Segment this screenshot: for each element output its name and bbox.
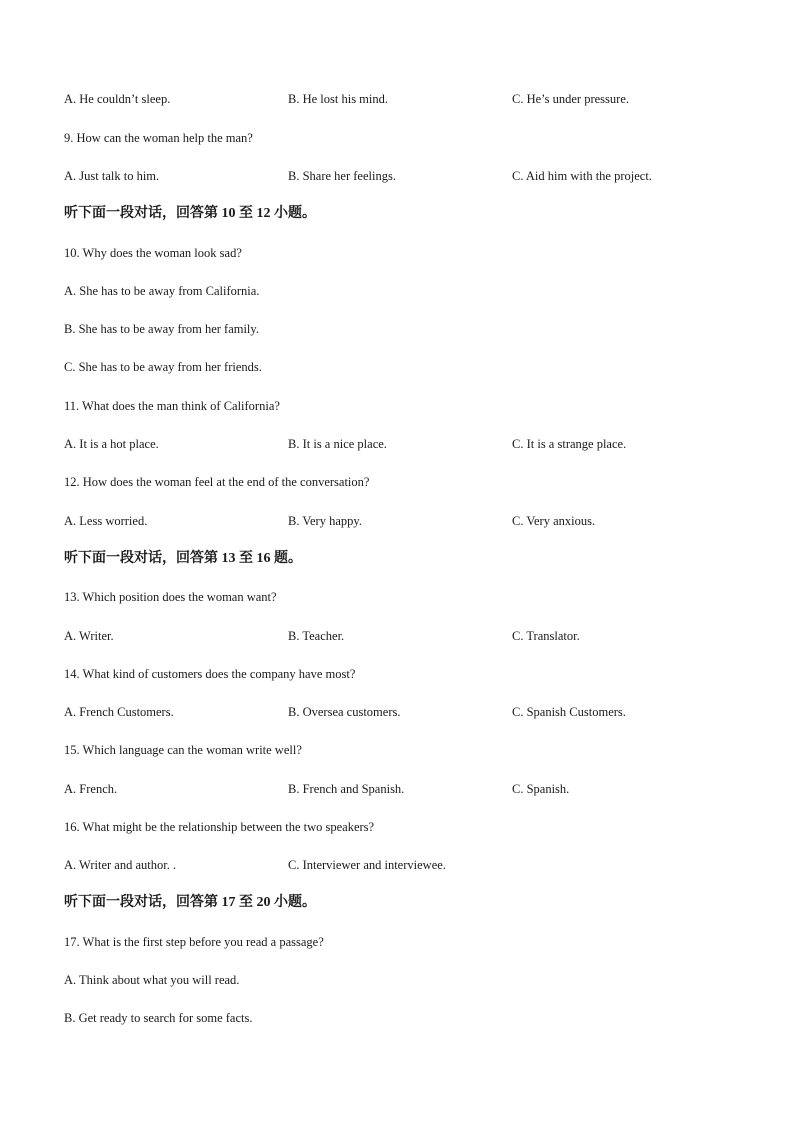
q12-option-c: C. Very anxious. — [512, 514, 596, 528]
q8-option-b: B. He lost his mind. — [288, 92, 389, 106]
q9-option-b: B. Share her feelings. — [288, 169, 396, 183]
q14-option-a: A. French Customers. — [64, 705, 174, 719]
section-header-13-16: 听下面一段对话，回答第 13 至 16 题。 — [64, 551, 302, 566]
q10-option-b: B. She has to be away from her family. — [64, 322, 259, 336]
q8-option-c: C. He’s under pressure. — [512, 92, 629, 106]
q9-stem: 9. How can the woman help the man? — [64, 131, 253, 145]
q8-option-a: A. He couldn’t sleep. — [64, 92, 171, 106]
q10-option-a: A. She has to be away from California. — [64, 284, 260, 298]
q14-option-c: C. Spanish Customers. — [512, 705, 626, 719]
q9-option-c: C. Aid him with the project. — [512, 169, 652, 183]
q10-option-c: C. She has to be away from her friends. — [64, 360, 262, 374]
q17-option-b: B. Get ready to search for some facts. — [64, 1011, 253, 1025]
q11-option-c: C. It is a strange place. — [512, 437, 627, 451]
q13-option-c: C. Translator. — [512, 629, 580, 643]
q16-option-a: A. Writer and author. . — [64, 858, 177, 872]
q14-stem: 14. What kind of customers does the company have most? — [64, 667, 356, 681]
q13-option-b: B. Teacher. — [288, 629, 345, 643]
q11-option-a: A. It is a hot place. — [64, 437, 159, 451]
q11-stem: 11. What does the man think of California? — [64, 399, 280, 413]
q17-stem: 17. What is the first step before you read a passage? — [64, 935, 324, 949]
q13-stem: 13. Which position does the woman want? — [64, 590, 277, 604]
q17-option-a: A. Think about what you will read. — [64, 973, 240, 987]
q11-option-b: B. It is a nice place. — [288, 437, 387, 451]
q15-option-a: A. French. — [64, 782, 118, 796]
q15-stem: 15. Which language can the woman write well? — [64, 743, 302, 757]
section-header-10-12: 听下面一段对话，回答第 10 至 12 小题。 — [64, 206, 316, 221]
section-header-17-20: 听下面一段对话，回答第 17 至 20 小题。 — [64, 895, 316, 910]
q10-stem: 10. Why does the woman look sad? — [64, 246, 242, 260]
q16-stem: 16. What might be the relationship between the two speakers? — [64, 820, 375, 834]
q9-option-a: A. Just talk to him. — [64, 169, 160, 183]
q15-option-b: B. French and Spanish. — [288, 782, 405, 796]
q16-option-c: C. Interviewer and interviewee. — [288, 858, 446, 872]
q15-option-c: C. Spanish. — [512, 782, 570, 796]
q12-option-a: A. Less worried. — [64, 514, 148, 528]
q12-option-b: B. Very happy. — [288, 514, 362, 528]
q13-option-a: A. Writer. — [64, 629, 114, 643]
q12-stem: 12. How does the woman feel at the end of the conversation? — [64, 475, 370, 489]
q14-option-b: B. Oversea customers. — [288, 705, 401, 719]
